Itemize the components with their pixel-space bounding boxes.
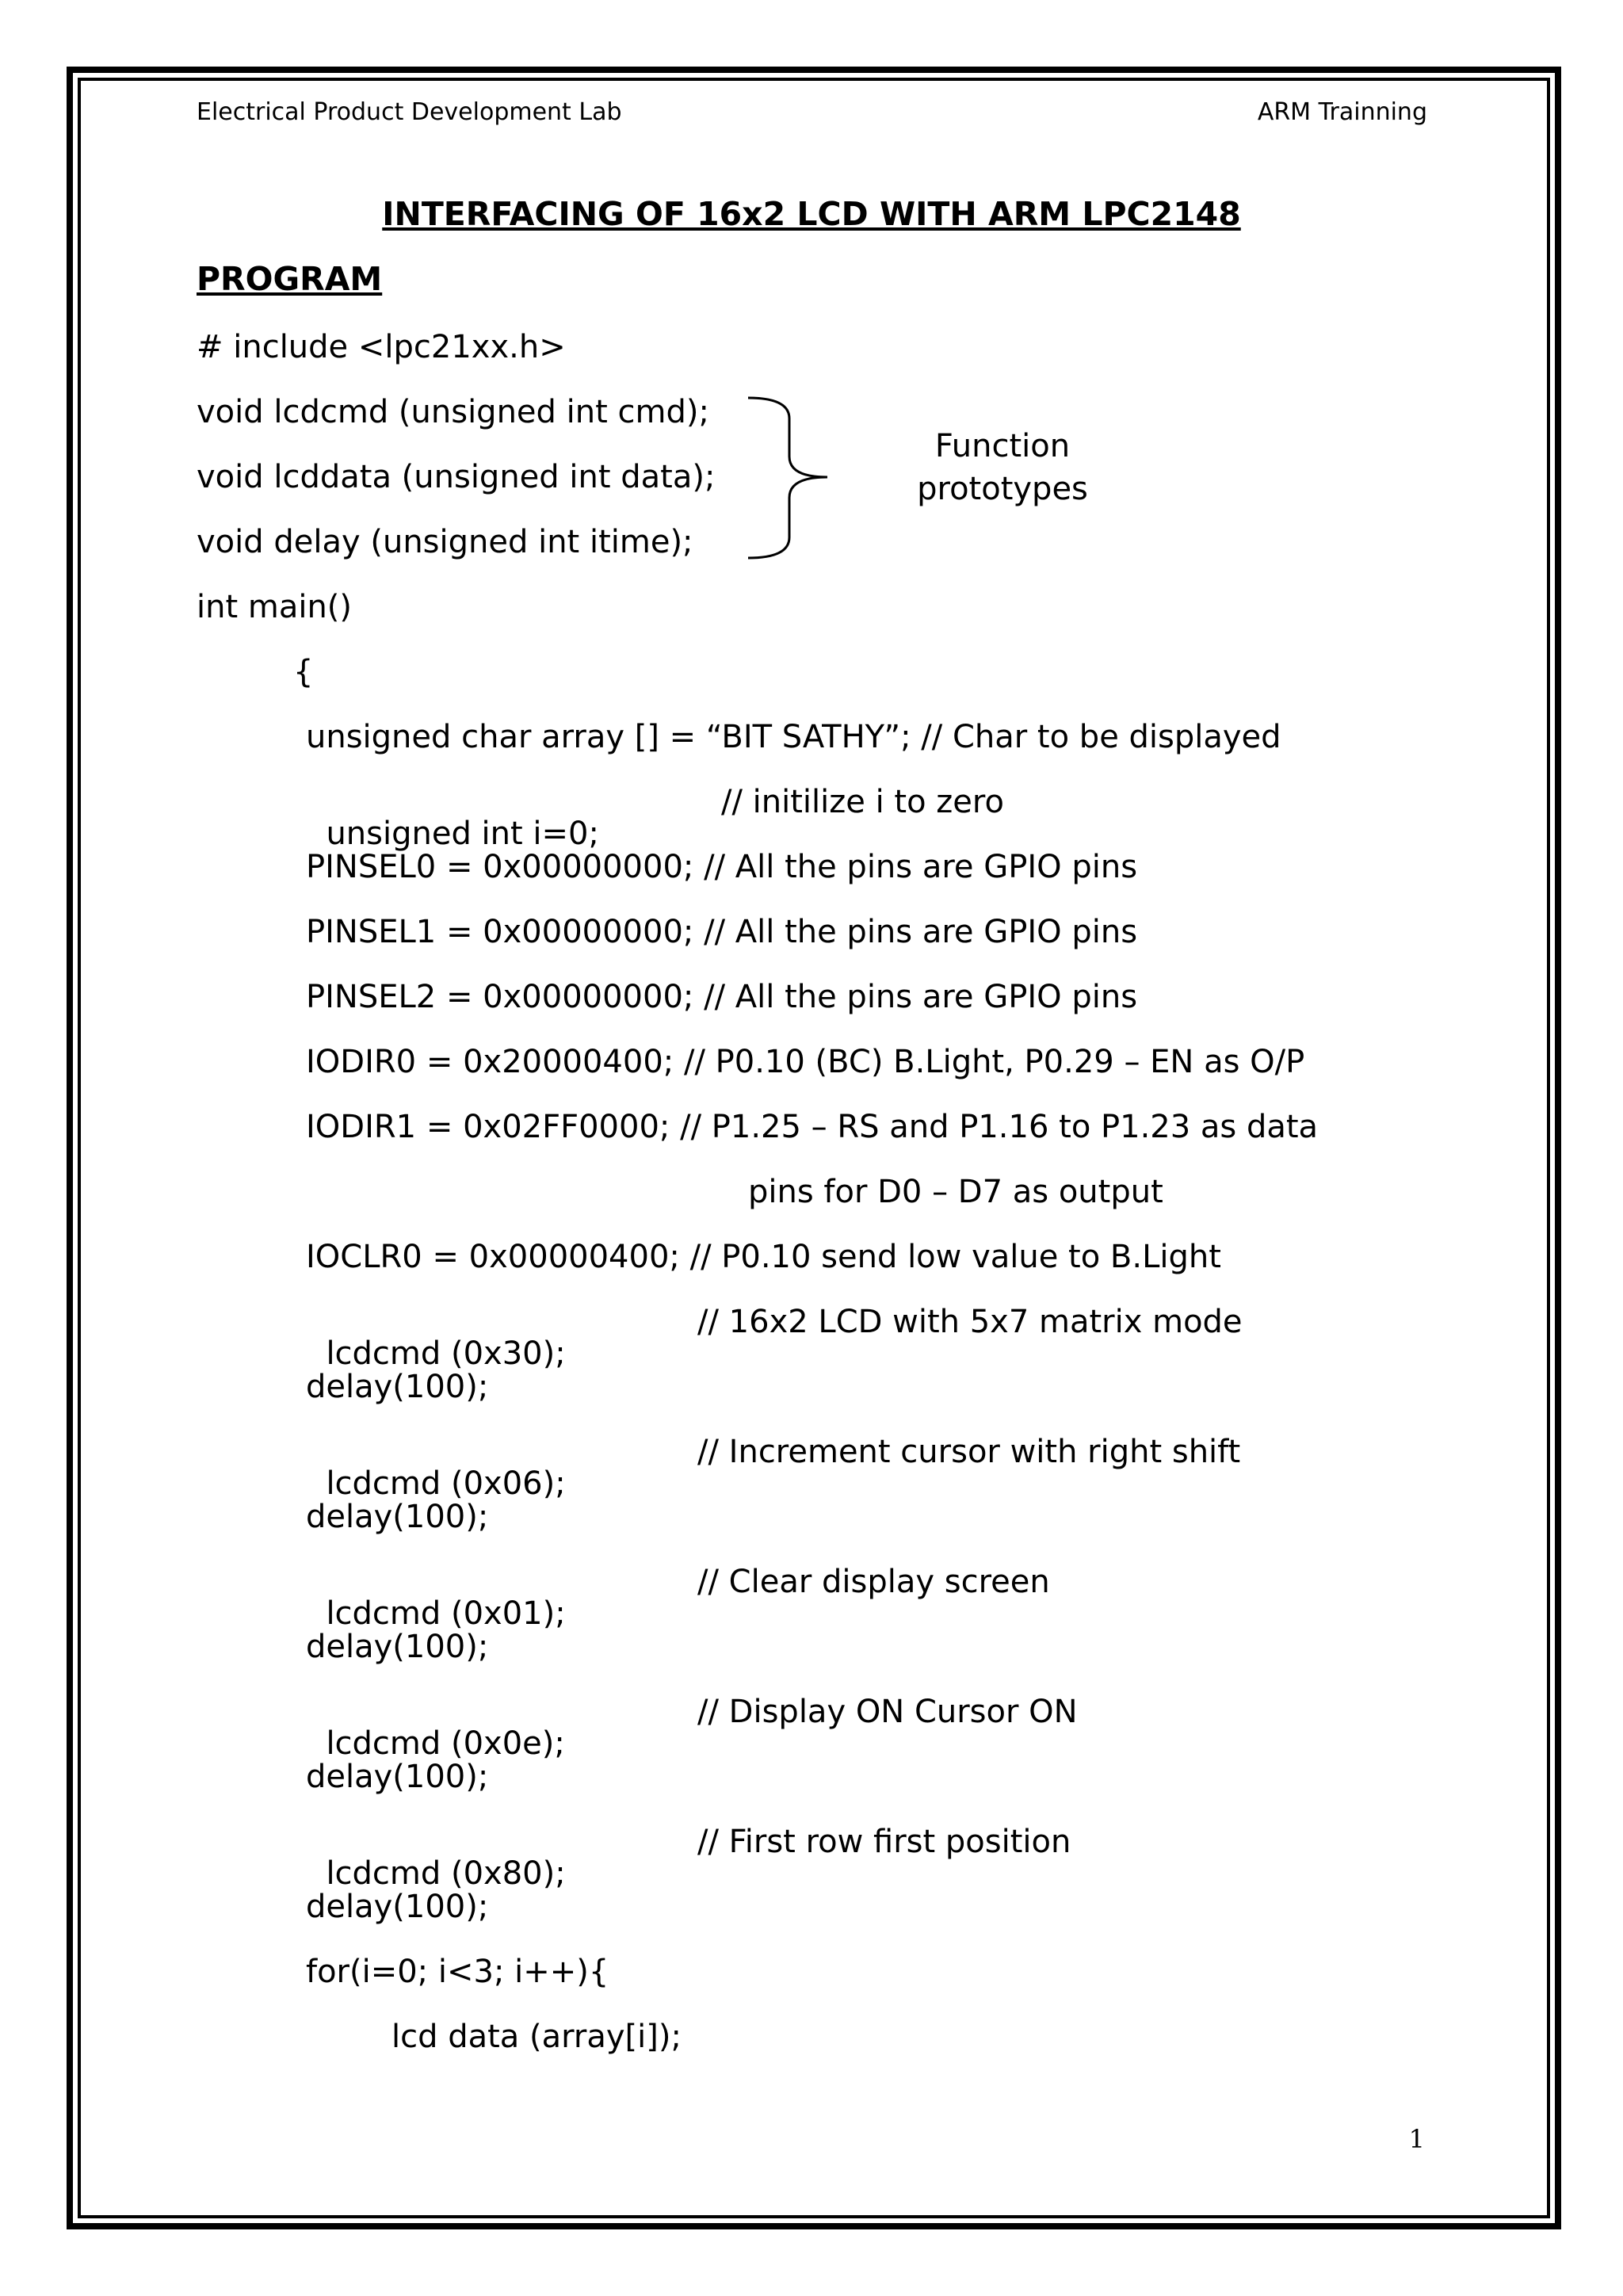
- code-comment: // 16x2 LCD with 5x7 matrix mode: [697, 1304, 1243, 1340]
- code-text: lcdcmd (0x01);: [326, 1595, 566, 1632]
- code-line-pinsel0: PINSEL0 = 0x00000000; // All the pins are GPIO pins: [306, 849, 1138, 885]
- function-prototypes-annotation: [896, 425, 1109, 510]
- document-title: INTERFACING OF 16x2 LCD WITH ARM LPC2148: [382, 195, 1241, 233]
- code-line-delay: delay(100);: [306, 1889, 489, 1925]
- code-line-pinsel2: PINSEL2 = 0x00000000; // All the pins are GPIO pins: [306, 979, 1138, 1015]
- code-line-main: int main(): [197, 589, 353, 625]
- code-comment: // initilize i to zero: [721, 784, 1004, 820]
- code-line-open-brace: {: [293, 654, 314, 690]
- code-line-ioclr0: IOCLR0 = 0x00000400; // P0.10 send low value to B.Light: [306, 1239, 1221, 1275]
- code-text: lcdcmd (0x0e);: [326, 1725, 565, 1762]
- code-text: unsigned int i=0;: [326, 816, 599, 852]
- code-line-delay: delay(100);: [306, 1499, 489, 1535]
- annotation-line: prototypes: [917, 471, 1088, 507]
- code-line-lcd-data: lcd data (array[i]);: [391, 2019, 682, 2055]
- header-right: ARM Trainning: [1257, 98, 1427, 126]
- code-line-iodir1: IODIR1 = 0x02FF0000; // P1.25 – RS and P1.16 to P1.23 as data: [306, 1109, 1319, 1145]
- code-comment: // Clear display screen: [697, 1564, 1050, 1600]
- annotation-line: Function: [934, 428, 1071, 464]
- code-line-delay: delay(100);: [306, 1629, 489, 1665]
- code-text: lcdcmd (0x30);: [326, 1335, 566, 1372]
- code-line-pinsel1: PINSEL1 = 0x00000000; // All the pins are GPIO pins: [306, 914, 1138, 950]
- right-curly-brace-icon: [745, 395, 832, 563]
- code-line-proto-delay: void delay (unsigned int itime);: [197, 524, 693, 560]
- header-left: Electrical Product Development Lab: [197, 98, 622, 126]
- code-comment: // Display ON Cursor ON: [697, 1694, 1078, 1730]
- code-line-array: unsigned char array [] = “BIT SATHY”; // Char to be displayed: [306, 719, 1281, 755]
- code-line-proto-lcddata: void lcddata (unsigned int data);: [197, 459, 716, 495]
- code-line-iodir0: IODIR0 = 0x20000400; // P0.10 (BC) B.Light, P0.29 – EN as O/P: [306, 1044, 1305, 1080]
- page-number: 1: [1408, 2124, 1425, 2154]
- code-line-include: # include <lpc21xx.h>: [197, 329, 566, 365]
- code-text: lcdcmd (0x80);: [326, 1855, 566, 1892]
- code-text: lcdcmd (0x06);: [326, 1465, 566, 1502]
- section-heading: PROGRAM: [197, 260, 383, 298]
- code-comment: // Increment cursor with right shift: [697, 1434, 1241, 1470]
- code-line-delay: delay(100);: [306, 1369, 489, 1405]
- code-comment: // First row first position: [697, 1824, 1071, 1860]
- code-line-iodir1-cont: pins for D0 – D7 as output: [748, 1174, 1163, 1210]
- code-line-delay: delay(100);: [306, 1759, 489, 1795]
- code-line-for-loop: for(i=0; i<3; i++){: [306, 1954, 609, 1990]
- code-line-proto-lcdcmd: void lcdcmd (unsigned int cmd);: [197, 394, 709, 430]
